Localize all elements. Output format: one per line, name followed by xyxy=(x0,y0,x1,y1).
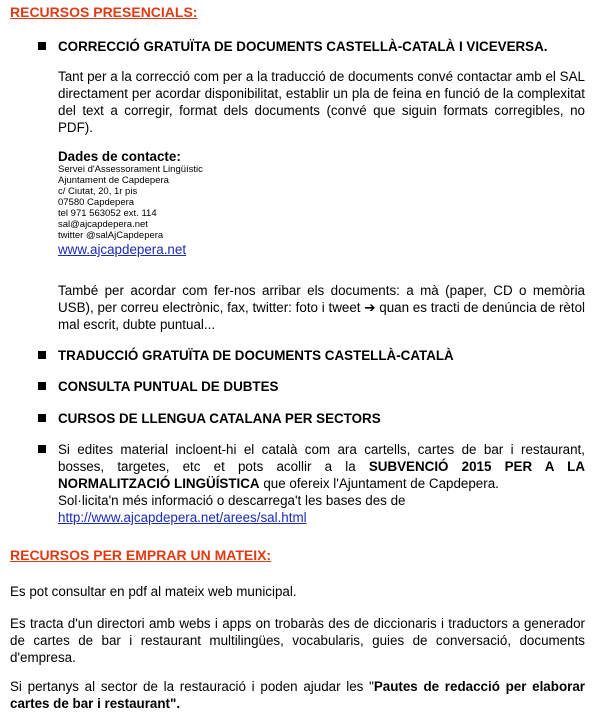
paragraph-correccio: Tant per a la correcció com per a la traducció de documents convé contactar amb el SAL directament per acordar disponibilitat, establir un pla de feina en funció de la complexitat del text a corregir, format dels documents (convé que siguin formats corregibles, no PDF). xyxy=(58,69,585,135)
restauracio-end: ". xyxy=(170,696,181,711)
bullet-title: CURSOS DE LLENGUA CATALANA PER SECTORS xyxy=(58,411,381,426)
section-heading-emprar: RECURSOS PER EMPRAR UN MATEIX: xyxy=(10,547,272,563)
contact-block xyxy=(58,149,203,258)
bullet-square-icon xyxy=(38,42,46,50)
website-link[interactable]: www.ajcapdepera.net xyxy=(58,242,187,257)
contact-line: Ajuntament de Capdepera xyxy=(58,175,169,186)
subvencio-info: Sol·licita'n més informació o descarrega't les bases des de xyxy=(58,493,406,508)
subvencio-text-end: que ofereix l'Ajuntament de Capdepera. xyxy=(259,476,499,491)
paragraph-subvencio xyxy=(58,441,585,526)
subvencio-text: Si edites material incloent-hi el català com ara cartells, cartes de bar i restaurant, bosses, targetes, etc et pots acollir a la xyxy=(58,442,585,474)
section-heading-presencials: RECURSOS PRESENCIALS: xyxy=(10,4,198,20)
bases-link[interactable]: http://www.ajcapdepera.net/arees/sal.html xyxy=(58,510,307,525)
bullet-title: TRADUCCIÓ GRATUÏTA DE DOCUMENTS CASTELLÀ-CATALÀ xyxy=(58,348,454,363)
contact-line: c/ Ciutat, 20, 1r pis xyxy=(58,186,138,197)
paragraph-enviament: També per acordar com fer-nos arribar els documents: a mà (paper, CD o memòria USB), per correu electrònic, fax, twitter: foto i tweet ➔ quan es tracti de denúncia de rètol mal escrit, dubte puntual... xyxy=(58,283,585,332)
contact-line: Servei d'Assessorament Lingüístic xyxy=(58,164,203,175)
paragraph-restauracio xyxy=(10,678,585,712)
pautes-title: Pautes de redacció per elaborar cartes de bar i restaurant xyxy=(10,679,585,711)
contact-line: 07580 Capdepera xyxy=(58,197,135,208)
contact-line: tel 971 563052 ext. 114 xyxy=(58,208,157,219)
bullet-title: CONSULTA PUNTUAL DE DUBTES xyxy=(58,379,279,394)
restauracio-text: Si pertanys al sector de la restauració i poden ajudar les " xyxy=(10,679,374,694)
contact-title: Dades de contacte: xyxy=(58,149,181,164)
contact-line: sal@ajcapdepera.net xyxy=(58,219,148,230)
bullet-square-icon xyxy=(38,445,46,453)
bullet-title: CORRECCIÓ GRATUÏTA DE DOCUMENTS CASTELLÀ-CATALÀ I VICEVERSA. xyxy=(58,39,548,54)
bullet-square-icon xyxy=(38,382,46,390)
paragraph-pdf: Es pot consultar en pdf al mateix web municipal. xyxy=(10,584,297,599)
bullet-square-icon xyxy=(38,414,46,422)
contact-line: twitter @salAjCapdepera xyxy=(58,230,164,241)
bullet-square-icon xyxy=(38,351,46,359)
subvencio-bold: SUBVENCIÓ 2015 PER A LA NORMALITZACIÓ LINGÜÍSTICA xyxy=(58,459,586,491)
paragraph-directori: Es tracta d'un directori amb webs i apps on trobaràs des de diccionaris i traductors a generador de cartes de bar i restaurant multilingües, vocabularis, guies de conversació, documents d'empresa. xyxy=(10,616,585,665)
